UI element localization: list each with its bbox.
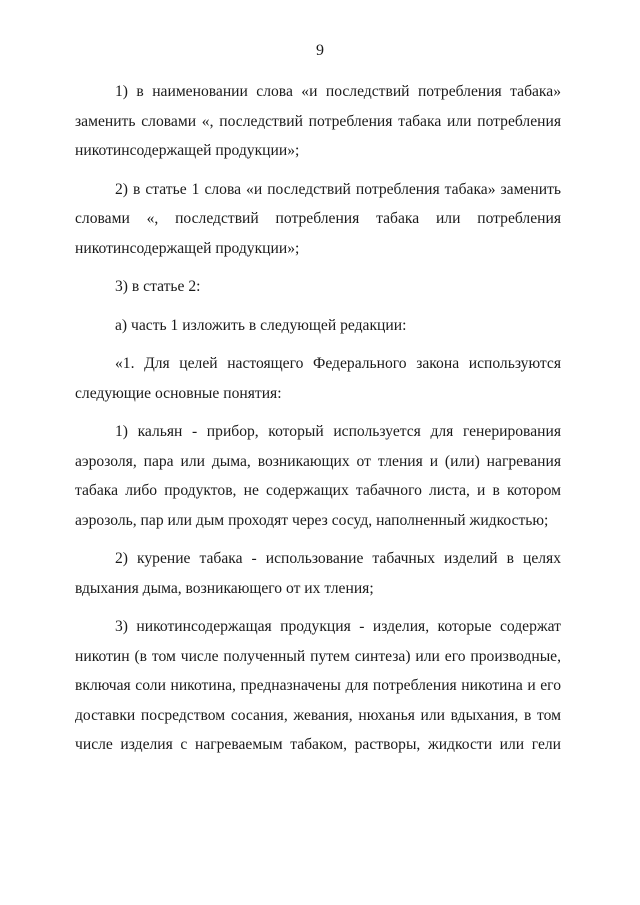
- page-number: 9: [316, 42, 324, 59]
- paragraph-definition-smoking: 2) курение табака - использование табачных изделий в целях вдыхания дыма, возникающего от их тления;: [75, 550, 561, 597]
- paragraph-definitions-intro: «1. Для целей настоящего Федерального закона используются следующие основные понятия:: [75, 355, 561, 402]
- paragraph-amendment-title: 1) в наименовании слова «и последствий потребления табака» заменить словами «, последствий потребления табака или потребления никотинсодержащей продукции»;: [75, 83, 561, 159]
- paragraph-definition-nicotine-products: 3) никотинсодержащая продукция - изделия, которые содержат никотин (в том числе полученный путем синтеза) или его производные, включая соли никотина, предназначены для потребления никотина и его доставки посредством сосания, жевания, нюханья или вдыхания, в том числе изделия с нагреваемым табаком, растворы, жидкости или гели: [75, 618, 561, 753]
- paragraph-definition-hookah: 1) кальян - прибор, который используется для генерирования аэрозоля, пара или дыма, возникающих от тления и (или) нагревания табака либо продуктов, не содержащих табачного листа, и в котором аэрозоль, пар или дым проходят через сосуд, наполненный жидкостью;: [75, 423, 561, 529]
- paragraph-part-1-heading: а) часть 1 изложить в следующей редакции:: [115, 316, 407, 334]
- document-body: [75, 77, 561, 769]
- paragraph-amendment-article-1: 2) в статье 1 слова «и последствий потребления табака» заменить словами «, последствий потребления табака или потребления никотинсодержащей продукции»;: [75, 180, 561, 257]
- paragraph-article-2-heading: 3) в статье 2:: [115, 278, 201, 295]
